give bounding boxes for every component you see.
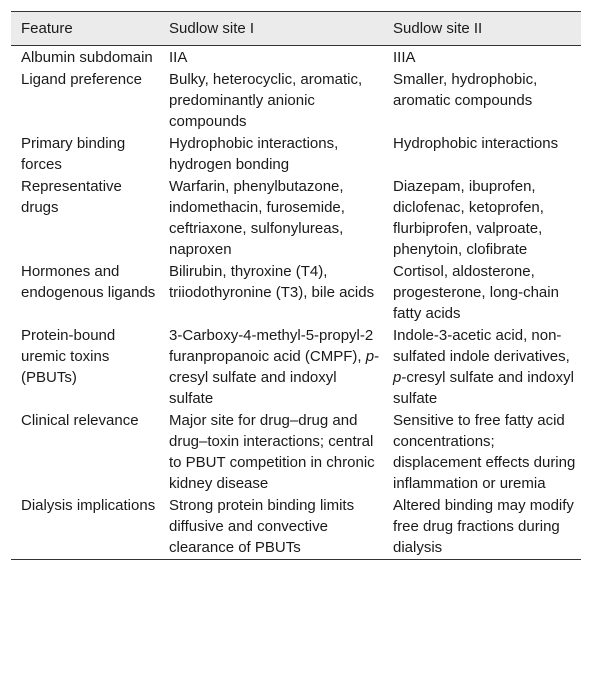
site1-cell: Hydrophobic interactions, hydrogen bonding [169,135,339,173]
site1-cell: Strong protein binding limits diffusive and convective clearance of PBUTs [159,494,383,560]
site2-cell: Cortisol, aldosterone, progesterone, long-chain fatty acids [393,263,559,322]
header-sudlow-site-1: Sudlow site I [159,12,383,46]
site1-cell: Bulky, heterocyclic, aromatic, predominantly anionic compounds [169,71,363,130]
site2-cell: IIIA [393,49,416,66]
italic-p: p [365,348,375,365]
site2-cell: Altered binding may modify free drug fractions during dialysis [383,494,581,560]
site2-cell: Diazepam, ibuprofen, diclofenac, ketoprofen, flurbiprofen, valproate, phenytoin, clofibrate [393,178,544,258]
feature-cell: Hormones and endogenous ligands [21,263,156,301]
site1-cell: Bilirubin, thyroxine (T4), triiodothyronine (T3), bile acids [169,263,375,301]
header-feature: Feature [11,12,159,46]
feature-cell: Primary binding forces [21,135,126,173]
site2-cell: Indole-3-acetic acid, non-sulfated indole derivatives, p-cresyl sulfate and indoxyl sulfate [393,327,574,407]
site1-cell: Warfarin, phenylbutazone, indomethacin, furosemide, ceftriaxone, sulfonylureas, naproxen [169,178,345,258]
feature-cell: Representative drugs [21,178,122,216]
header-sudlow-site-2: Sudlow site II [383,12,581,46]
table-header [11,12,581,46]
table-row [11,494,581,560]
table-row [11,132,581,175]
header-row [11,12,581,46]
feature-cell: Protein-bound uremic toxins (PBUTs) [21,327,116,386]
site1-cell: 3-Carboxy-4-methyl-5-propyl-2 furanpropanoic acid (CMPF), p-cresyl sulfate and indoxyl sulfate [169,327,380,407]
table-row [11,260,581,324]
feature-cell: Dialysis implications [11,494,159,560]
italic-p: p [393,369,402,386]
feature-cell: Ligand preference [21,71,142,88]
site2-cell: Sensitive to free fatty acid concentrations; displacement effects during inflammation or uremia [393,412,576,492]
feature-cell: Clinical relevance [21,412,139,429]
table-body [11,46,581,560]
feature-cell: Albumin subdomain [21,49,153,66]
table-row [11,68,581,132]
comparison-table-container [11,11,581,560]
table-row [11,46,581,69]
sudlow-sites-table [11,11,581,560]
table-row [11,175,581,260]
table-row [11,409,581,494]
site1-cell: IIA [169,49,188,66]
site2-cell: Smaller, hydrophobic, aromatic compounds [393,71,538,109]
site1-cell: Major site for drug–drug and drug–toxin interactions; central to PBUT competition in chronic kidney disease [169,412,375,492]
table-row [11,324,581,409]
site2-cell: Hydrophobic interactions [393,135,559,152]
